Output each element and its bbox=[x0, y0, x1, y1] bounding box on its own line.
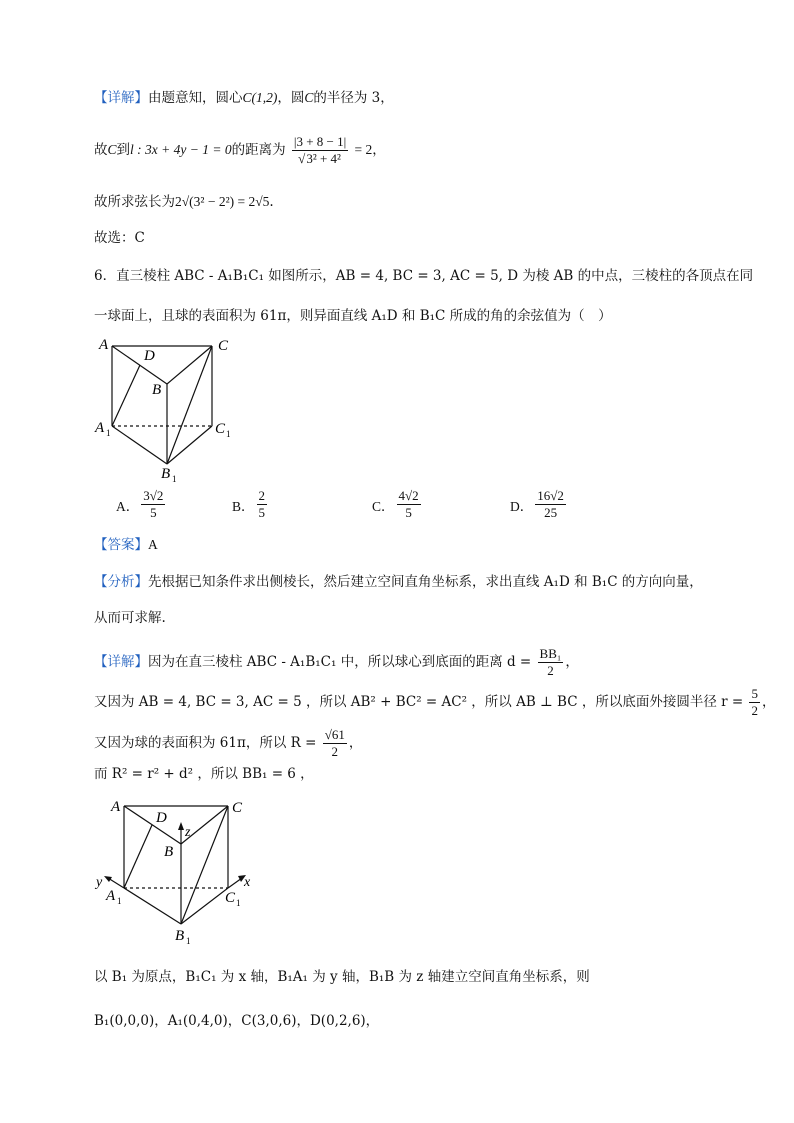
detail2-line-1: 【详解】因为在直三棱柱 ABC - A₁B₁C₁ 中，所以球心到底面的距离 d = $\frac{\text{BB₁}}{2}$ ， bbox=[94, 646, 579, 678]
option-d: D． $\frac{16√2}{25}$ bbox=[510, 488, 564, 520]
analysis-line-2: 从而可求解. bbox=[94, 610, 166, 626]
detail2-line-3: 又因为球的表面积为 61π，所以 R = $\frac{√61}{2}$ ， bbox=[94, 727, 363, 759]
label-A: A bbox=[111, 799, 121, 815]
option-a: A． $\frac{3√2}{5}$ bbox=[116, 488, 164, 520]
svg-text:1: 1 bbox=[236, 898, 241, 908]
choose-line: 故选：C bbox=[94, 230, 145, 246]
question-6-line-1: 6．直三棱柱 ABC - A₁B₁C₁ 如图所示，AB = 4, BC = 3, AC = 5, D 为棱 AB 的中点，三棱柱的各顶点在同 bbox=[94, 268, 754, 284]
label-A1: A bbox=[95, 420, 105, 436]
detail-line-1: 【详解】由题意知，圆心C(1,2)，圆C的半径为 3， bbox=[94, 90, 394, 106]
axis-y-label: y bbox=[96, 875, 103, 890]
svg-text:1: 1 bbox=[117, 896, 122, 906]
distance-fraction: $\frac{|3 + 8 - 1|}{\text{√3² + 4²}}$ bbox=[293, 134, 347, 166]
label-B: B bbox=[164, 844, 174, 860]
detail-tag: 【详解】 bbox=[94, 90, 148, 106]
label-A1: A bbox=[106, 888, 116, 904]
analysis-line-1: 【分析】先根据已知条件求出侧棱长，然后建立空间直角坐标系，求出直线 A₁D 和 B₁C 的方向向量， bbox=[94, 574, 703, 590]
svg-text:1: 1 bbox=[106, 428, 111, 438]
detail2-line-4: 而 R² = r² + d² ，所以 BB₁ = 6 ， bbox=[94, 766, 314, 782]
label-B1: B bbox=[161, 466, 171, 482]
svg-text:1: 1 bbox=[186, 936, 191, 946]
coord-line-1: 以 B₁ 为原点，B₁C₁ 为 x 轴，B₁A₁ 为 y 轴，B₁B 为 z 轴建立空间直角坐标系，则 bbox=[94, 969, 590, 985]
label-C1: C bbox=[225, 890, 236, 906]
detail2-line-2: 又因为 AB = 4, BC = 3, AC = 5 ，所以 AB² + BC² = AC² ，所以 AB ⊥ BC ，所以底面外接圆半径 r = $\frac{5}{2}$ ， bbox=[94, 686, 776, 718]
label-C1: C bbox=[215, 421, 226, 437]
prism-figure-1 bbox=[92, 332, 252, 482]
svg-text:1: 1 bbox=[226, 429, 231, 439]
option-b: B． $\frac{2}{5}$ bbox=[232, 488, 266, 520]
label-A: A bbox=[99, 337, 109, 353]
distance-line: 故C到l : 3x + 4y − 1 = 0的距离为 $\frac{|3 + 8 - 1|}{\text{√3² + 4²}}$ = 2， bbox=[94, 134, 386, 166]
label-B: B bbox=[152, 382, 162, 398]
coord-line-2: B₁(0,0,0)，A₁(0,4,0)，C(3,0,6)，D(0,2,6)， bbox=[94, 1013, 380, 1029]
label-C: C bbox=[232, 800, 243, 816]
question-6-line-2: 一球面上，且球的表面积为 61π，则异面直线 A₁D 和 B₁C 所成的角的余弦值为（ ） bbox=[94, 308, 612, 324]
chord-line: 故所求弦长为2√(3² − 2²) = 2√5. bbox=[94, 194, 274, 210]
label-D: D bbox=[144, 348, 155, 364]
option-c: C． $\frac{4√2}{5}$ bbox=[372, 488, 419, 520]
prism-figure-2 bbox=[90, 794, 270, 954]
answer-line: 【答案】A bbox=[94, 537, 158, 553]
axis-z-label: z bbox=[185, 825, 191, 840]
label-D: D bbox=[156, 810, 167, 826]
label-B1: B bbox=[175, 928, 185, 944]
axis-x-label: x bbox=[244, 875, 251, 890]
svg-text:1: 1 bbox=[172, 474, 177, 482]
label-C: C bbox=[218, 338, 229, 354]
